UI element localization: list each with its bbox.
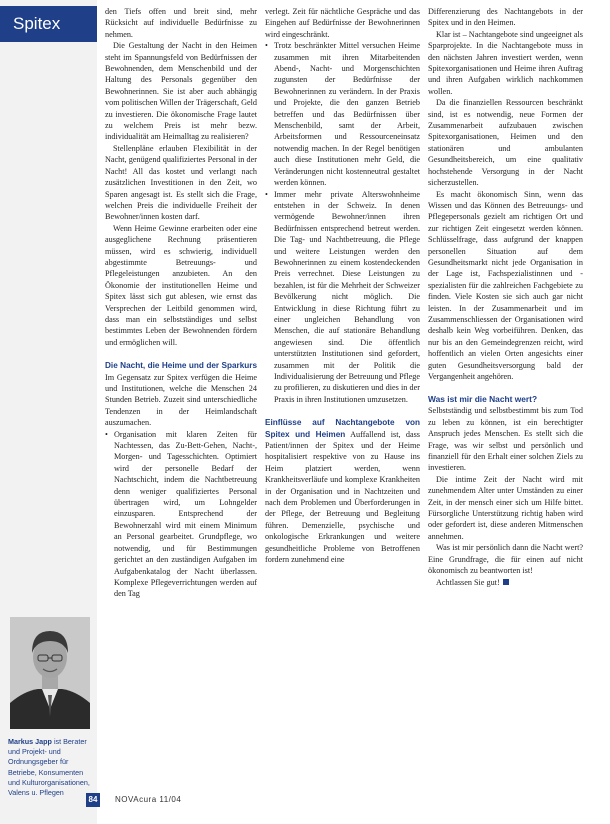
paragraph-text: Achtlassen Sie gut! bbox=[436, 577, 500, 587]
page-number: 84 bbox=[86, 793, 100, 807]
paragraph: den Tiefs offen und breit sind, mehr Rücksicht auf individuelle Bedürfnisse zu nehmen. bbox=[105, 7, 257, 39]
paragraph: Differenzierung des Nachtangebots in der Spitex und in den Heimen. bbox=[428, 7, 583, 28]
paragraph: Die intime Zeit der Nacht wird mit zunehmendem Alter unter Umständen zu einer Zeit, in der mensch einer sich um Hilfe bittet. Fürsorgliche Unterstützung richtig haben wird oder gefordert ist, diese anderen Mitmenschen annehmen. bbox=[428, 474, 583, 541]
closing-paragraph bbox=[428, 577, 583, 588]
list-item: • Organisation mit klaren Zeiten für Nachtessen, das Zu-Bett-Gehen, Nacht-, Morgen- und Tagesschichten. Optimiert wird der personelle Bedarf der Nachtschicht, indem die Nachtbetreuung denn weniger qualifiziertes Personal übertragen wird, um Lohngelder einzusparen. Entsprechend der Bewohnerzahl wird mit einem Minimum an Personal gearbeitet. Grundpflege, wo notwendig, und für Bestimmungen gerichtet an den zuständigen Aufgaben im Aufgabenkatalog der Nacht überlassen. Komplexe Pflegeverrichtungen werden auf den Tag bbox=[105, 429, 257, 600]
paragraph: Klar ist – Nachtangebote sind ungeeignet als Sparprojekte. In die Nachtangebote muss in den nächsten Jahren investiert werden, wenn Spitexorganisationen und Heime ihren Auftrag und ihren Aufgaben wirklich nachkommen wollen. bbox=[428, 29, 583, 96]
paragraph: Was ist mir persönlich dann die Nacht wert? Eine Grundfrage, die für einen auf nicht ökonomisch zu beantworten ist! bbox=[428, 543, 583, 576]
bullet-list bbox=[105, 429, 257, 600]
author-portrait bbox=[10, 617, 90, 729]
author-description: ist Berater und Projekt- und Ordnungsgeber für Betriebe, Konsumenten und Kulturorganisationen, Valens u. Pflegen bbox=[8, 737, 90, 798]
author-name: Markus Japp bbox=[8, 737, 52, 746]
article-column-3 bbox=[428, 6, 583, 588]
paragraph-with-subheading bbox=[105, 360, 257, 428]
paragraph: Da die finanziellen Ressourcen beschränkt sind, ist es notwendig, neue Formen der Zusammenarbeit aufzubauen zwischen Spitexorganisationen, Heimen und den stationären und ambulanten Gesundheitsbereich, um eine qualitativ hochstehende Versorgung in der Nacht sicherzustellen. bbox=[428, 98, 583, 188]
paragraph: Es macht ökonomisch Sinn, wenn das Wissen und das Können des Betreuungs- und Pflegepersonals gezielt am richtigen Ort und zur richtigen Zeit eingesetzt werden können. Schlüsselfrage, dass aufgrund der knappen personellen Situation auf dem Gesundheitsmarkt nicht jede Organisation in der Lage ist, Fachspezialistinnen und -spezialisten für die zahlreichen Fachgebiete zu finden. Viele Kosten sie sich auch gar nicht leisten. In der Zusammenarbeit und im Zusammenschliessen der Organisationen wird deshalb kein Weg vorbeiführen. Denken, das nur bis an den Gemeindegrenzen reicht, wird hoffentlich an vielen Orten angesichts einer guten Gesundheitsversorgung bald der Vergangenheit angehören. bbox=[428, 189, 583, 381]
bullet-list bbox=[265, 40, 420, 405]
paragraph: verlegt. Zeit für nächtliche Gespräche und das Eingehen auf Bedürfnisse der Bewohnerinnen wird eingeschränkt. bbox=[265, 7, 420, 39]
section-label: Spitex bbox=[0, 6, 97, 42]
subheading: Die Nacht, die Heime und der Sparkurs bbox=[105, 361, 257, 371]
sidebar bbox=[0, 0, 97, 824]
article-column-1 bbox=[105, 6, 257, 600]
paragraph: Selbstständig und selbstbestimmt bis zum Tod zu leben zu können, ist ein berechtigter Anspruch jedes Menschen. Es stellt sich die Frage, was wir selbst und persönlich und finanziell für den Erhalt einer solchen Ziels zu investieren. bbox=[428, 406, 583, 473]
paragraph-with-subheading bbox=[265, 417, 420, 565]
list-item: • Trotz beschränkter Mittel versuchen Heime zusammen mit ihren Mitarbeitenden Abend-, Nacht- und Morgenschichten zugunsten der Bedürfnisse der Bewohnerinnen zu verändern. In der Praxis und Projekte, die den ganzen Betrieb betreffen und das Bedürfnissen über Menschenbild, samt der Arbeit, Arbeitsformen und Ressourceneinsatz notwendig machen. In der Regel benötigen auch diese Institutionen mehr Geld, die Veränderungen nicht kostenneutral gestaltet werden können. bbox=[265, 40, 420, 188]
article-column-2 bbox=[265, 6, 420, 566]
list-item: • Immer mehr private Alterswohnheime entstehen in der Schweiz. In denen vermögende Bewohner/innen ihren Bedürfnissen entsprechend betreut werden. Die Tag- und Nachtbetreuung, die Pflege und weitere Leistungen werden den Bewohnerinnen zu einem kostendeckenden Preis verrechnet. Diese Leistungen zu bezahlen, ist für die Mehrheit der Schweizer Bevölkerung nicht möglich. Die Entwicklung in diese Richtung führt zu einer ungleichen Behandlung von Menschen, die auf stationäre Behandlung angewiesen sind. Die öffentlich unterstützten Institutionen sind gefordert, zusammen mit der Politik die Individualisierung der Betreuung und Pflege zu profilieren, zu diskutieren und dies in der Praxis in ihren Institutionen umzusetzen. bbox=[265, 189, 420, 406]
paragraph-text: Auffallend ist, dass Patient/innen der Spitex und der Heime hospitalisiert respektive von zu Hause ins Heim platziert werden, wenn Krankheitsverläufe und komplexe Krankheiten in der Organisation und in Nachtzeiten und nach dem Problemen und Überforderungen in der Pflege, der Betreuung und Begleitung führen. Demenzielle, psychische und onkologische Erkrankungen und weitere gesundheitliche Probleme von Betroffenen fordern zunehmend eine bbox=[265, 429, 420, 565]
paragraph: Wenn Heime Gewinne erarbeiten oder eine ausgeglichene Rechnung präsentieren müssen, wird es schwierig, individuell abgestimmte Betreuungs- und Pflegeleistungen anzubieten. An den Ökonomie der institutionellen Heime und Spitex lässt sich gut ablesen, wie ernst das Versprechen der Leitbild genommen wird, dass man ein selbstständiges und selbst bestimmtes Leben der Bewohnenden fördern und ermöglichen will. bbox=[105, 223, 257, 347]
magazine-footer: NOVAcura 11/04 bbox=[115, 795, 182, 804]
subheading: Einflüsse auf Nachtangebote von Spitex und Heimen bbox=[265, 418, 420, 439]
author-photo bbox=[10, 617, 90, 729]
paragraph: Die Gestaltung der Nacht in den Heimen steht im Spannungsfeld von Bedürfnissen der Bewohnenden, dem Menschenbild und der Haltung des Personals gegenüber den Bewohnerinnen. Sie ist aber auch abhängig vom politischen Willen der Trägerschaft, Geld zu investieren. Die ökonomische Frage lautet zu welchem Preis ist mehr bezw. individualität am Heimalltag zu realisieren? bbox=[105, 41, 257, 142]
paragraph-text: Im Gegensatz zur Spitex verfügen die Heime und Institutionen, welche die Menschen 24 Stunden Betrieb. Zuzeit sind unterschiedliche Tendenzen in der Heimlandschaft auszumachen. bbox=[105, 372, 257, 428]
subheading: Was ist mir die Nacht wert? bbox=[428, 394, 538, 405]
paragraph: Stellenpläne erlauben Flexibilität in der Nacht, genügend qualifiziertes Personal in der Nacht! All das kostet und verlangt nach zusätzlichen Investitionen in den Zeit, wo Sparen angesagt ist. Es stellt sich die Frage, welchen Preis die individuelle Freiheit der Bewohner/innen kosten darf. bbox=[105, 143, 257, 222]
end-mark-icon bbox=[503, 579, 509, 585]
author-caption bbox=[8, 737, 93, 798]
